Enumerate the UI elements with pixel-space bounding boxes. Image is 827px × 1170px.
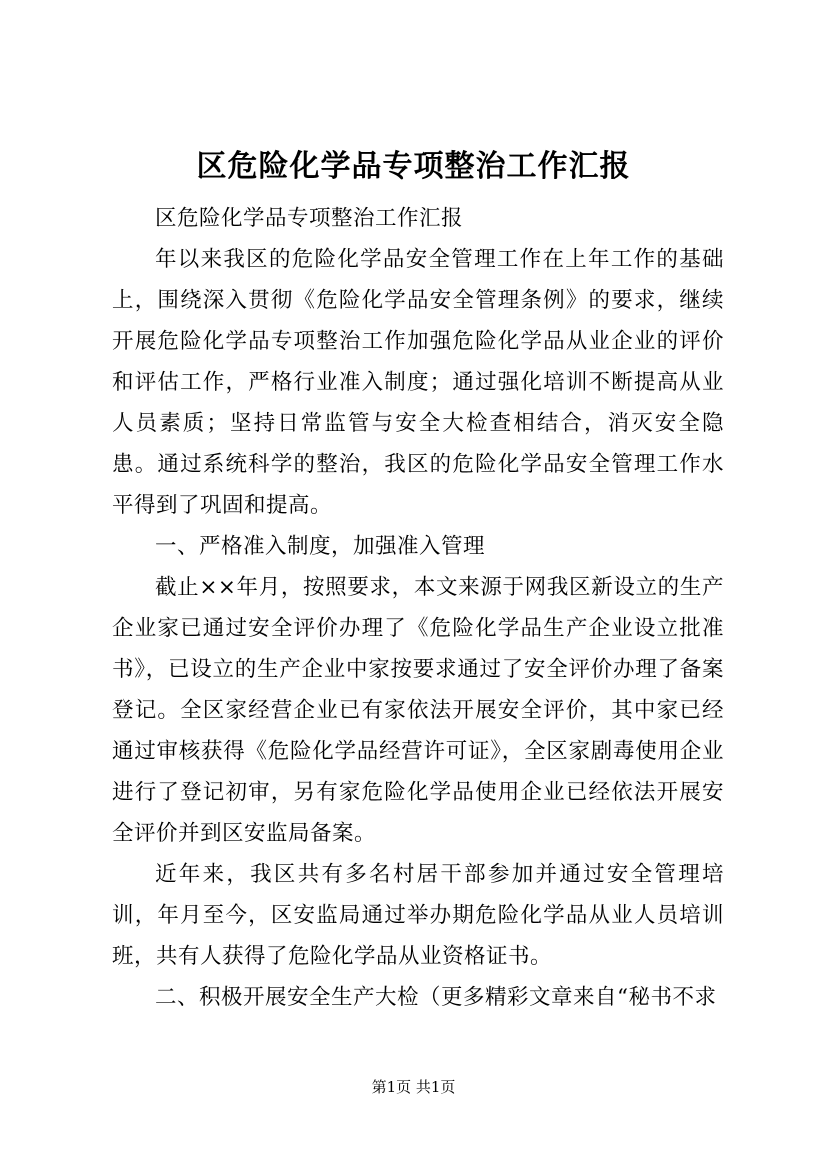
section-heading-1: 一、严格准入制度，加强准入管理 bbox=[155, 534, 486, 559]
document-body bbox=[112, 198, 724, 1018]
document-title: 区危险化学品专项整治工作汇报 bbox=[196, 149, 631, 184]
section-heading-2: 二、积极开展安全生产大检（更多精彩文章来自“秘书不求 bbox=[155, 985, 717, 1010]
paragraph-training: 近年来，我区共有多名村居干部参加并通过安全管理培训，年月至今，区安监局通过举办期危险化学品从业人员培训班，共有人获得了危险化学品从业资格证书。 bbox=[112, 862, 724, 969]
page-number-footer: 第1页 共1页 bbox=[371, 1078, 456, 1096]
paragraph-intro: 年以来我区的危险化学品安全管理工作在上年工作的基础上，围绕深入贯彻《危险化学品安全管理条例》的要求，继续开展危险化学品专项整治工作加强危险化学品从业企业的评价和评估工作，严格行业准入制度；通过强化培训不断提高从业人员素质；坚持日常监管与安全大检查相结合，消灭安全隐患。通过系统科学的整治，我区的危险化学品安全管理工作水平得到了巩固和提高。 bbox=[112, 247, 724, 518]
paragraph-subtitle: 区危险化学品专项整治工作汇报 bbox=[155, 206, 464, 231]
paragraph-admission: 截止××年月，按照要求，本文来源于网我区新设立的生产企业家已通过安全评价办理了《危险化学品生产企业设立批准书》，已设立的生产企业中家按要求通过了安全评价办理了备案登记。全区家经营企业已有家依法开展安全评价，其中家已经通过审核获得《危险化学品经营许可证》，全区家剧毒使用企业进行了登记初审，另有家危险化学品使用企业已经依法开展安全评价并到区安监局备案。 bbox=[112, 575, 724, 846]
